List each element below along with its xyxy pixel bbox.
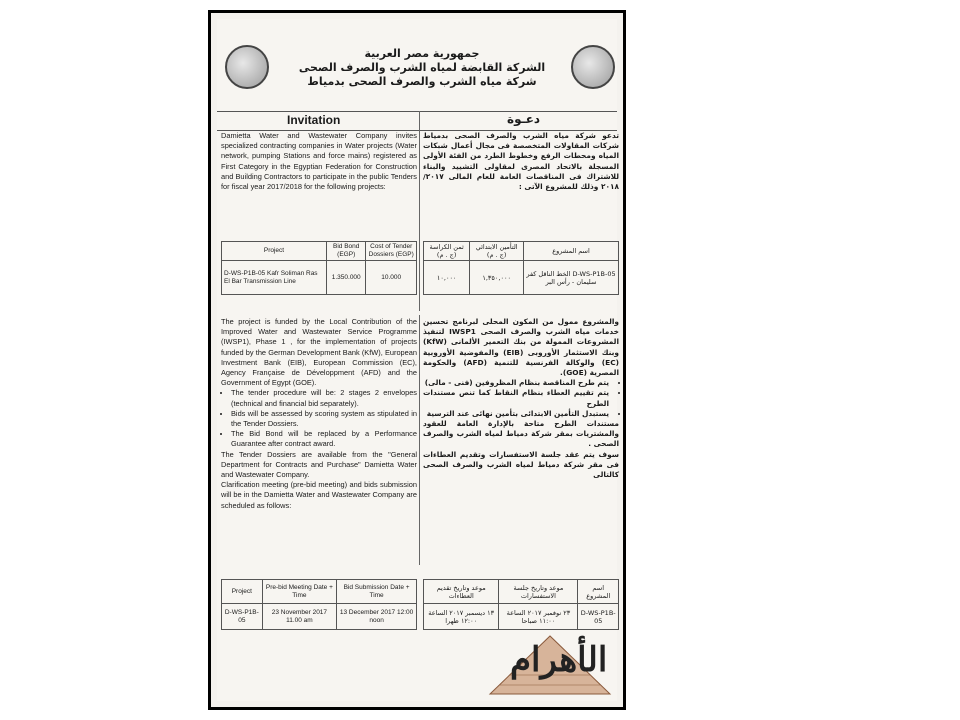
table-cell: ١٣ ديسمبر ٢٠١٧ الساعة ١٢:٠٠ ظهرا: [424, 604, 499, 630]
table-header: Project: [222, 580, 263, 604]
table-cell: D-WS-P1B-05: [578, 604, 619, 630]
advertisement-frame: [208, 10, 626, 710]
title-ar: دعـوة: [507, 112, 541, 126]
column-divider: [419, 315, 420, 565]
header-holding-company: الشركة القابضة لمياه الشرب والصرف الصحى: [298, 61, 546, 74]
list-item: • The tender procedure will be: 2 stages 2 envelopes (technical and financial bid separately).: [231, 388, 417, 408]
list-item: • Bids will be assessed by scoring system as stipulated in the Tender Dossiers.: [231, 409, 417, 429]
conditions-list-en: [221, 388, 417, 449]
list-item: • يتم تقييم العطاء بنظام النقاط كما تنص مستندات الطرح: [423, 388, 609, 408]
projects-table-ar: [423, 241, 619, 295]
schedule-table-en: [221, 579, 417, 630]
intro-ar: تدعو شركة مياه الشرب والصرف الصحى بدمياط شركات المقاولات المتخصصة فى مجال أعمال شبكات المياه ومحطات الرفع وخطوط الطرد من الفئة الأولى المسجلة بالاتحاد المصرى لمقاولى التشييد والبناء للاشتراك فى المناقصات العامة للعام المالى ٢٠١٧/ ٢٠١٨ وذلك للمشروع الآتى :: [423, 131, 619, 192]
table-cell: ٢٣ نوفمبر ٢٠١٧ الساعة ١١:٠٠ صباحا: [499, 604, 578, 630]
intro-en: Damietta Water and Wastewater Company invites specialized contracting companies in Water projects (Water network, pumping Stations and force mains) registered as First Category in the Egyptian Federation for Construction and Building Contractors to participate in the public Tenders for fiscal year 2017/2018 for the following projects:: [221, 131, 417, 192]
table-header: Project: [222, 242, 327, 261]
table-cell: ١٠,٠٠٠: [424, 261, 470, 295]
newspaper-clipping: [217, 19, 620, 701]
table-header: Cost of Tender Dossiers (EGP): [366, 242, 417, 261]
table-header: اسم المشروع: [524, 242, 619, 261]
details-ar: [423, 317, 619, 480]
list-item: • The Bid Bond will be replaced by a Performance Guarantee after contract award.: [231, 429, 417, 449]
table-header: ثمن الكراسة (ج . م): [424, 242, 470, 261]
table-header: Bid Submission Date + Time: [337, 580, 417, 604]
table-cell: ١,٣٥٠,٠٠٠: [470, 261, 524, 295]
table-cell: 23 November 2017 11.00 am: [262, 604, 337, 630]
dossiers-ar: مستندات الطرح متاحة بالإدارة العامة للعقود والمشتريات بمقر شركة دمياط لمياه الشرب والصرف الصحى .: [423, 419, 619, 449]
schedule-table-ar: [423, 579, 619, 630]
table-header: Pre-bid Meeting Date + Time: [262, 580, 337, 604]
details-en: [221, 317, 417, 511]
funding-ar: والمشروع ممول من المكون المحلى لبرنامج تحسين خدمات مياه الشرب والصرف الصحى IWSP1 لتنفيذ المشروعات الممولة من بنك التعمير الألمانى (KfW) وبنك الاستثمار الأوروبى (EIB) والمفوضية الأوروبية (EC) والوكالة الفرنسية للتنمية (AFD) والحكومة المصرية (GOE).: [423, 317, 620, 378]
holding-company-logo-icon: [571, 45, 615, 89]
table-header: اسم المشروع: [578, 580, 619, 604]
column-divider: [419, 111, 420, 311]
header-country: جمهورية مصر العربية: [364, 47, 480, 60]
table-cell: D-WS-P1B-05 الخط الناقل كفر سليمان - رأس البر: [524, 261, 619, 295]
dossiers-en: The Tender Dossiers are available from the "General Department for Contracts and Purchase" Damietta Water and Wastewater Company.: [221, 449, 417, 480]
table-header: موعد وتاريخ جلسة الاستفسارات: [499, 580, 578, 604]
header-company: شركة مياه الشرب والصرف الصحى بدمياط: [307, 75, 537, 88]
table-header: موعد وتاريخ تقديم العطاءات: [424, 580, 499, 604]
table-cell: D-WS-P1B-05: [222, 604, 263, 630]
al-ahram-logo: [480, 628, 620, 698]
list-item: • يتم طرح المناقصة بنظام المظروفين (فنى - مالى): [423, 378, 609, 388]
projects-table-en: [221, 241, 417, 295]
funding-en: The project is funded by the Local Contribution of the Improved Water and Wastewater Service Programme (IWSP1), Phase 1 , for the implementation of projects funded by the German Development Bank (KfW), European Investment Bank (EIB), European Commission (EC), Agency Française de Développment (AFD) and the Government of Egypt (GOE).: [221, 317, 417, 388]
newspaper-logo-text: الأهرام: [510, 640, 608, 680]
table-header: التأمين الابتدائي (ج . م): [470, 242, 524, 261]
table-cell: D-WS-P1B-05 Kafr Soliman Ras El Bar Transmission Line: [222, 261, 327, 295]
conditions-list-ar: [423, 378, 619, 419]
damietta-company-logo-icon: [225, 45, 269, 89]
clarification-en: Clarification meeting (pre-bid meeting) and bids submission will be in the Damietta Water and Wastewater Company are scheduled as follows:: [221, 480, 417, 510]
table-header: Bid Bond (EGP): [327, 242, 366, 261]
title-bar: [217, 111, 617, 131]
clarification-ar: سوف يتم عقد جلسة الاستفسارات وتقديم العطاءات فى مقر شركة دمياط لمياه الشرب والصرف الصحى كالتالى: [423, 449, 619, 480]
list-item: • يستبدل التأمين الابتدائى بتأمين نهائى عند الترسية: [423, 409, 609, 419]
letterhead: [277, 47, 567, 89]
title-en: Invitation: [287, 113, 341, 127]
table-cell: 13 December 2017 12:00 noon: [337, 604, 417, 630]
table-cell: 10.000: [366, 261, 417, 295]
table-cell: 1.350.000: [327, 261, 366, 295]
